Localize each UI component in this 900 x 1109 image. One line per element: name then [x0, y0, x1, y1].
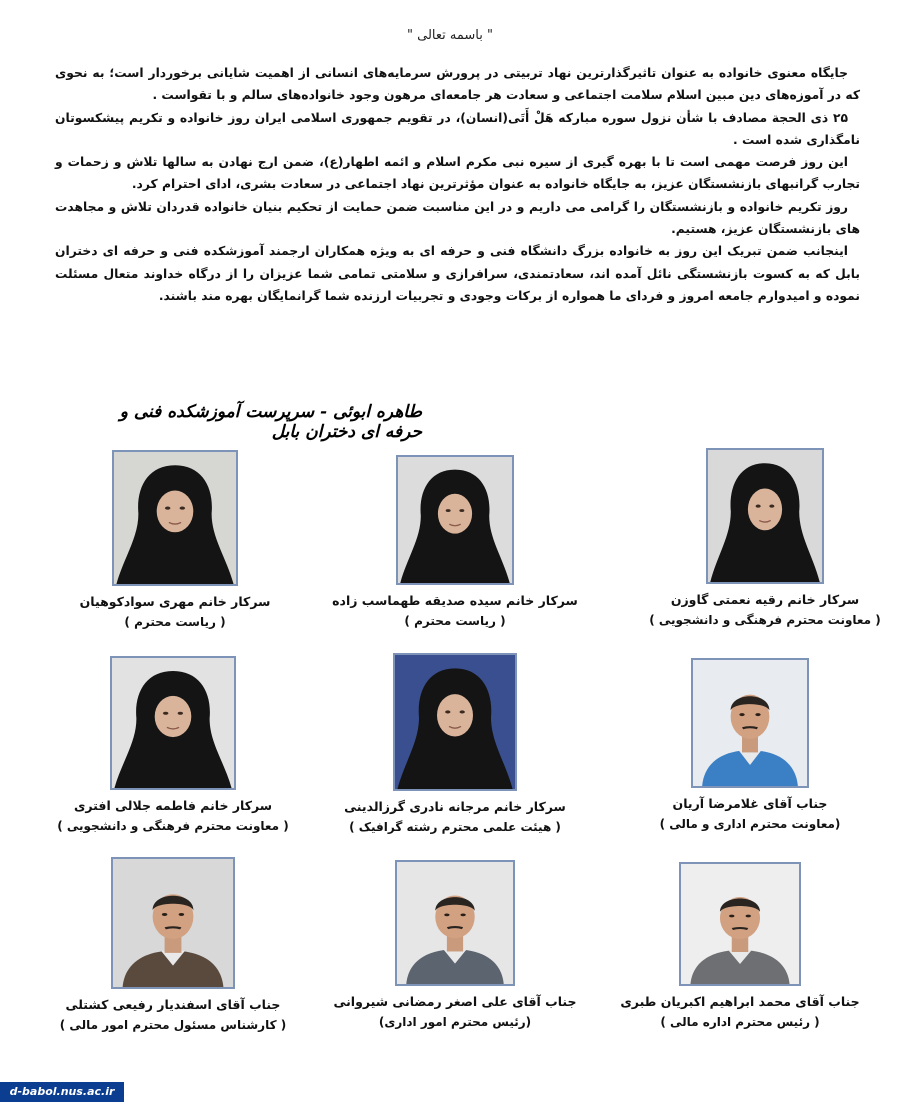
person-role: ( ریاست محترم ) — [124, 615, 226, 629]
signature: طاهره ابوئی - سرپرست آموزشکده فنی و حرفه ای دختران بابل — [119, 402, 422, 442]
paragraph: این روز فرصت مهمی است تا با بهره گیری از سیره نبی مکرم اسلام و ائمه اطهار(ع)، ضمن ارج نهادن به سالها تلاش و زحمات و تجارب گرانبهای بازنشستگان عزیز، به جایگاه خانواده به عنوان مؤثرترین نهاد اجتماعی در سعادت بشری، ادای احترام کرد. — [55, 155, 860, 192]
portrait-image — [114, 452, 236, 584]
person-role: (معاونت محترم اداری و مالی ) — [659, 817, 841, 831]
person-role: ( کارشناس مسئول محترم امور مالی ) — [59, 1018, 287, 1032]
person-role: ( معاونت محترم فرهنگی و دانشجویی ) — [649, 613, 881, 627]
site-watermark: d-babol.nus.ac.ir — [0, 1082, 124, 1102]
portrait-image — [395, 655, 515, 789]
person-photo — [706, 448, 824, 584]
person-name: سرکار خانم سیده صدیقه طهماسب زاده — [332, 593, 578, 608]
person-card — [595, 862, 885, 1029]
person-name: جناب آقای اسفندیار رفیعی کشتلی — [65, 997, 281, 1012]
paragraph: ۲۵ ذی الحجة مصادف با شأن نزول سوره مبارکه هَلْ أَتَى(انسان)، در تقویم جمهوری اسلامی ایران روز خانواده و تکریم پیشکسوتان نامگذاری شده است . — [55, 110, 860, 147]
paragraph: اینجانب ضمن تبریک این روز به خانواده بزرگ دانشگاه فنی و حرفه ای به ویژه همکاران ارجمند آموزشکده فنی و حرفه ای دختران بابل که به کسوت بازنشستگی نائل آمده اند، سعادتمندی، سرافرازی و سلامتی تمامی شما عزیزان را از درگاه خداوند متعال مسئلت نموده و امیدوارم جامعه امروز و فردای ما همواره از برکات وجودی و تجربیات ارزنده شما گرانمایگان بهره مند باشند. — [55, 244, 860, 303]
person-photo — [110, 656, 236, 790]
person-card — [310, 860, 600, 1029]
person-name: جناب آقای غلامرضا آریان — [672, 796, 828, 811]
body-text — [55, 62, 860, 307]
portrait-image — [693, 660, 807, 786]
person-photo — [396, 455, 514, 585]
portrait-image — [112, 658, 234, 788]
portrait-image — [113, 859, 233, 987]
portrait-image — [681, 864, 799, 984]
person-photo — [691, 658, 809, 788]
person-role: ( هیئت علمی محترم رشته گرافیک ) — [349, 820, 561, 834]
person-role: ( ریاست محترم ) — [404, 614, 506, 628]
person-role: ( معاونت محترم فرهنگی و دانشجویی ) — [57, 819, 289, 833]
person-photo — [111, 857, 235, 989]
person-card — [310, 455, 600, 628]
person-photo — [679, 862, 801, 986]
portrait-image — [398, 457, 512, 583]
person-name: سرکار خانم رقیه نعمتی گاوزن — [670, 592, 860, 607]
person-name: سرکار خانم مرجانه نادری گرزالدینی — [344, 799, 566, 814]
portrait-image — [397, 862, 513, 984]
paragraph: روز تکریم خانواده و بازنشستگان را گرامی می داریم و در این مناسبت ضمن حمایت از تحکیم بنیان خانواده قدردان تلاش و مجاهدت های بازنشستگان عزیز، هستیم. — [55, 199, 860, 237]
portrait-image — [708, 450, 822, 582]
person-name: جناب آقای محمد ابراهیم اکبریان طبری — [620, 994, 860, 1009]
person-card — [30, 450, 320, 629]
person-photo — [395, 860, 515, 986]
person-card — [310, 653, 600, 834]
person-photo — [112, 450, 238, 586]
person-name: سرکار خانم مهری سوادکوهیان — [79, 594, 271, 609]
person-role: (رئیس محترم امور اداری) — [378, 1015, 532, 1029]
person-card — [28, 857, 318, 1032]
paragraph: جایگاه معنوی خانواده به عنوان تاثیرگذارترین نهاد تربیتی در پرورش سرمایه‌های انسانی از اهمیت شایانی برخوردار است؛ به نحوی که در آموزه‌های دین مبین اسلام سلامت اجتماعی و سعادت هر جامعه‌ای مرهون وجود خانواده‌های سالم و با تقواست . — [55, 66, 860, 103]
page-heading: " باسمه تعالی " — [407, 28, 493, 43]
person-card — [620, 448, 900, 627]
person-card — [605, 658, 895, 831]
person-name: جناب آقای علی اصغر رمضانی شیروانی — [333, 994, 577, 1009]
person-photo — [393, 653, 517, 791]
person-card — [28, 656, 318, 833]
person-role: ( رئیس محترم اداره مالی ) — [660, 1015, 820, 1029]
person-name: سرکار خانم فاطمه جلالی افتری — [73, 798, 273, 813]
